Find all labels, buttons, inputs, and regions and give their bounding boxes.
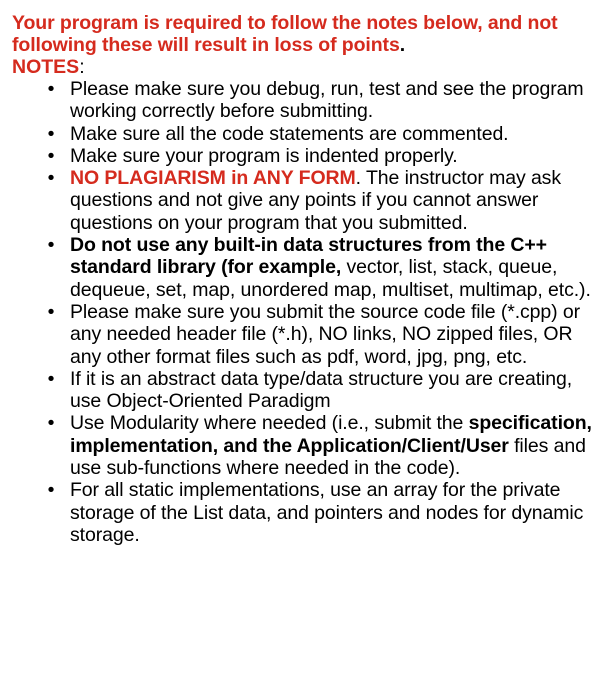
bullet-icon: • — [47, 300, 55, 323]
notes-label: NOTES — [12, 56, 80, 78]
note-indented — [47, 144, 606, 167]
note-oop — [47, 367, 606, 413]
note-storage — [47, 479, 606, 546]
note-text: Make sure your program is indented properly. — [70, 144, 458, 167]
bullet-icon: • — [47, 367, 55, 390]
note-text: For all static implementations, use an array for the private storage of the List data, and pointers and nodes for dynamic storage. — [70, 479, 584, 546]
bullet-icon: • — [47, 412, 55, 435]
note-debug-test — [47, 78, 606, 123]
note-submission-files — [47, 300, 606, 368]
notes-list — [12, 78, 606, 546]
bullet-icon: • — [47, 144, 55, 167]
note-text: . The instructor may ask questions and not give any points if you cannot answer questions on your program that you submitted. — [70, 167, 561, 234]
note-no-builtin-structures — [47, 234, 606, 301]
note-plagiarism — [47, 167, 606, 234]
bullet-icon: • — [47, 479, 55, 502]
heading-period: . — [399, 34, 406, 56]
bullet-icon: • — [47, 122, 55, 145]
note-bold-text: Do not use any built-in data structures from the C++ standard library (for example, — [70, 234, 547, 279]
note-bold-text: specification, implementation, and the Application/Client/User — [70, 412, 592, 457]
note-text: If it is an abstract data type/data structure you are creating, use Object-Oriented Paradigm — [70, 367, 573, 413]
heading-text: Your program is required to follow the notes below, and not following these will result in loss of points — [12, 12, 558, 56]
notes-colon: : — [79, 56, 85, 78]
notes-title — [12, 56, 606, 78]
requirements-heading — [12, 12, 606, 56]
bullet-icon: • — [47, 234, 55, 257]
bullet-icon: • — [47, 167, 55, 190]
note-text: Please make sure you submit the source code file (*.cpp) or any needed header file (*.h), NO links, NO zipped files, OR any other format files such as pdf, word, jpg, png, etc. — [70, 300, 581, 368]
note-commented — [47, 122, 606, 145]
plagiarism-warning: NO PLAGIARISM in ANY FORM — [70, 167, 356, 190]
note-modularity — [47, 412, 606, 480]
bullet-icon: • — [47, 78, 55, 100]
note-text: Please make sure you debug, run, test and see the program working correctly before submitting. — [70, 78, 584, 123]
note-text: Make sure all the code statements are commented. — [70, 122, 509, 145]
note-text-after: files and use sub-functions where needed in the code). — [70, 434, 586, 480]
note-text-before: Use Modularity where needed (i.e., submit the — [70, 412, 469, 435]
note-text: vector, list, stack, queue, dequeue, set, map, unordered map, multiset, multimap, etc.). — [70, 256, 591, 301]
